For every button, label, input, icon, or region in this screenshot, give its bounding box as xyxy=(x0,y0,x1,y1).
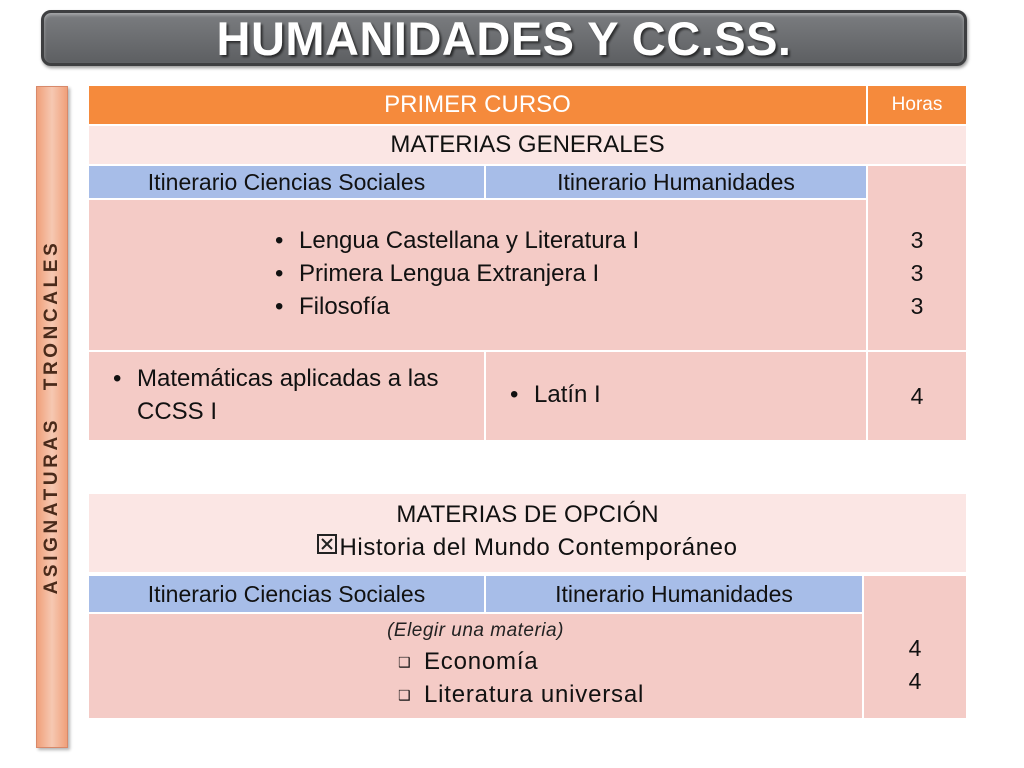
list-item: ❑ Literatura universal xyxy=(394,678,644,711)
mandatory-subject: Historia del Mundo Contemporáneo xyxy=(339,534,738,561)
option-list xyxy=(394,645,644,711)
hours-value: 4 xyxy=(908,635,922,661)
hours-value: 4 xyxy=(908,668,922,694)
choose-note: (Elegir una materia) xyxy=(387,620,564,641)
common-subjects-list xyxy=(269,224,639,323)
list-item: ❑ Economía xyxy=(394,645,644,678)
list-item: • Filosofía xyxy=(269,290,639,323)
hours-header: Horas xyxy=(868,86,966,124)
itinerary-humanities-header: Itinerario Humanidades xyxy=(486,166,866,198)
general-subjects-header: MATERIAS GENERALES xyxy=(89,126,966,164)
checkbox-x-icon xyxy=(317,534,337,554)
title-banner xyxy=(41,10,967,66)
side-label: ASIGNATURAS TRONCALES xyxy=(41,239,62,595)
social-specific-cell xyxy=(89,352,484,440)
page-title: HUMANIDADES Y CC.SS. xyxy=(216,12,792,65)
itinerary-social-header: Itinerario Ciencias Sociales xyxy=(89,166,484,198)
first-year-header: PRIMER CURSO xyxy=(89,86,866,124)
side-label-bar xyxy=(36,86,68,748)
humanities-specific-cell xyxy=(486,352,866,440)
option-subjects-header: MATERIAS DE OPCIÓN xyxy=(396,501,659,528)
itinerary-humanities-header: Itinerario Humanidades xyxy=(486,576,862,612)
hours-value: 3 xyxy=(910,227,924,253)
list-item: • Latín I xyxy=(504,378,601,411)
hours-value: 3 xyxy=(910,260,924,286)
option-hours-cell xyxy=(864,576,966,718)
hours-value: 3 xyxy=(910,293,924,319)
itinerary-social-header: Itinerario Ciencias Sociales xyxy=(89,576,484,612)
list-item: • Matemáticas aplicadas a las CCSS I xyxy=(107,362,467,428)
common-subjects-cell xyxy=(89,200,866,350)
specific-hours-cell: 4 xyxy=(868,352,966,440)
list-item: • Lengua Castellana y Literatura I xyxy=(269,224,639,257)
option-choices-cell xyxy=(89,614,862,718)
list-item: • Primera Lengua Extranjera I xyxy=(269,257,639,290)
common-hours-cell xyxy=(868,166,966,350)
option-subjects-header-cell xyxy=(89,494,966,572)
